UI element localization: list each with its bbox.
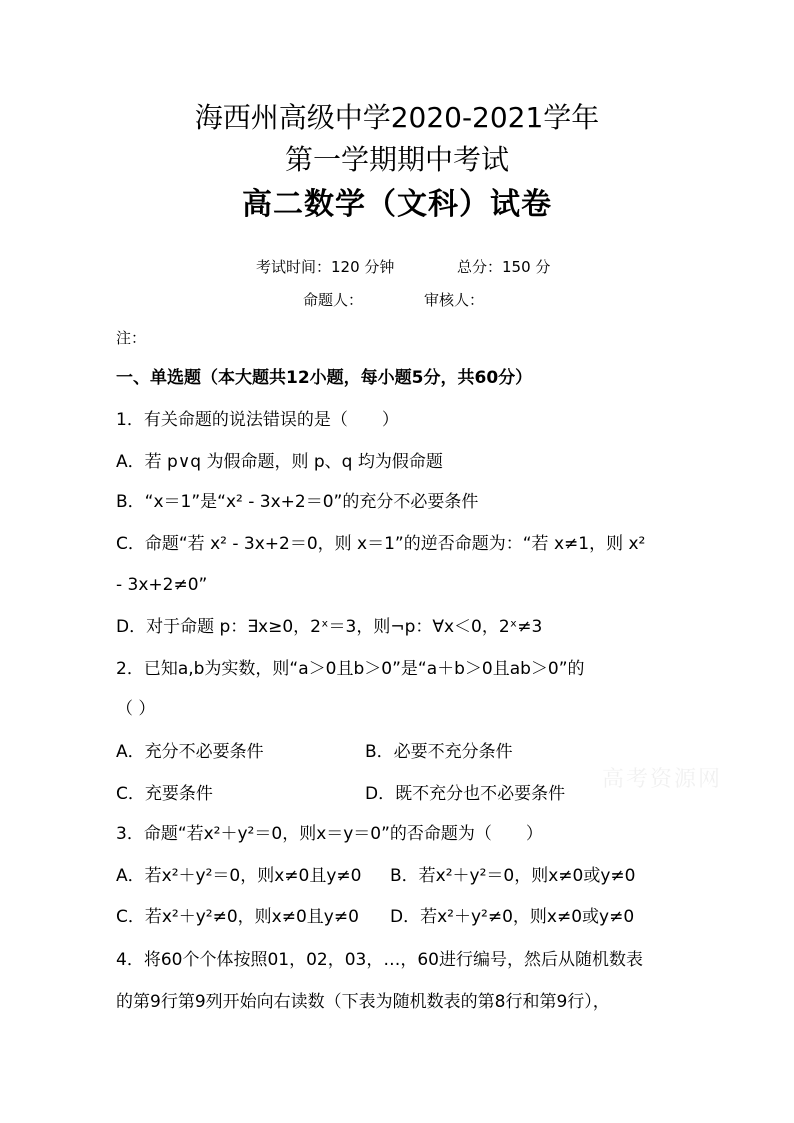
question-3-option-b: B．若x²＋y²＝0，则x≠0或y≠0 [390, 866, 636, 886]
question-1-option-a: A．若 p∨q 为假命题，则 p、q 均为假命题 [116, 452, 443, 472]
section-heading: 一、单选题（本大题共12小题，每小题5分，共60分） [116, 368, 533, 388]
note-label: 注： [116, 329, 147, 347]
question-2-stem-line2: （ ） [116, 699, 156, 719]
question-2-stem-line1: 2．已知a,b为实数，则“a＞0且b＞0”是“a＋b＞0且ab＞0”的 [116, 659, 585, 679]
question-2-option-a: A．充分不必要条件 [116, 742, 264, 762]
question-3-option-c: C．若x²＋y²≠0，则x≠0且y≠0 [116, 907, 359, 927]
question-2-option-b: B．必要不充分条件 [365, 742, 513, 762]
question-4-line1: 4．将60个个体按照01，02，03，…，60进行编号，然后从随机数表 [116, 950, 643, 970]
setter-label: 命题人： [303, 291, 364, 309]
total-score: 总分：150 分 [457, 258, 551, 276]
exam-time: 考试时间：120 分钟 [256, 258, 395, 276]
question-3-option-d: D．若x²＋y²≠0，则x≠0或y≠0 [390, 907, 635, 927]
exam-term-title: 第一学期期中考试 [284, 143, 509, 176]
reviewer-label: 审核人： [424, 291, 485, 309]
question-1-stem: 1．有关命题的说法错误的是（ ） [116, 410, 399, 430]
question-1-option-c-line1: C．命题“若 x² - 3x+2＝0，则 x＝1”的逆否命题为：“若 x≠1，则 x² [116, 534, 646, 554]
school-title: 海西州高级中学2020-2021学年 [194, 101, 600, 134]
question-2-option-c: C．充要条件 [116, 784, 213, 804]
question-3-stem: 3．命题“若x²＋y²＝0，则x＝y＝0”的否命题为（ ） [116, 824, 543, 844]
question-3-option-a: A．若x²＋y²＝0，则x≠0且y≠0 [116, 866, 362, 886]
watermark: 高考资源网 [602, 767, 723, 792]
paper-title: 高二数学（文科）试卷 [242, 187, 552, 222]
question-1-option-c-line2: - 3x+2≠0” [116, 575, 208, 595]
question-1-option-d: D．对于命题 p：∃x≥0，2ˣ＝3，则¬p：∀x＜0，2ˣ≠3 [116, 617, 543, 637]
question-2-option-d: D．既不充分也不必要条件 [365, 784, 566, 804]
question-1-option-b: B．“x＝1”是“x² - 3x+2＝0”的充分不必要条件 [116, 492, 479, 512]
question-4-line2: 的第9行第9列开始向右读数（下表为随机数表的第8行和第9行）， [116, 992, 610, 1012]
